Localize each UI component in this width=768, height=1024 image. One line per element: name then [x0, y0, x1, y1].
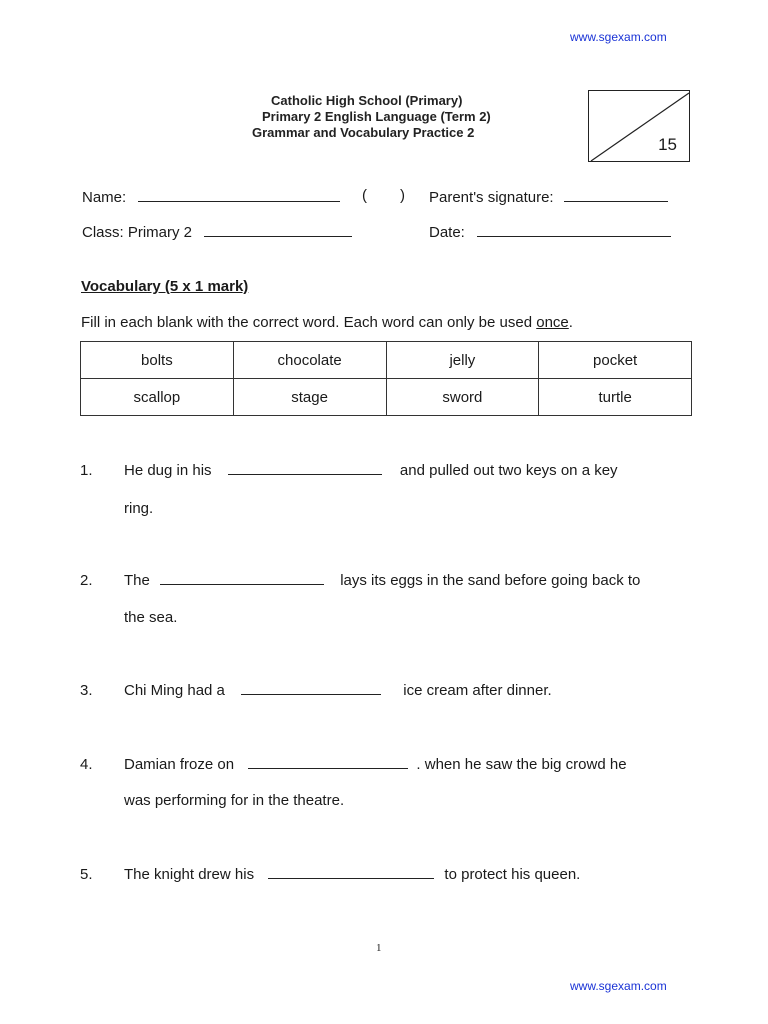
question-4: [124, 756, 627, 773]
date-row: [429, 222, 671, 241]
paper-subject: Primary 2 English Language (Term 2): [262, 109, 491, 124]
instruction-emphasis: once: [536, 314, 569, 331]
question-number: 2.: [80, 572, 93, 589]
word-bank-cell: stage: [233, 379, 386, 416]
answer-blank-5[interactable]: [268, 866, 434, 879]
word-bank-row: [81, 379, 692, 416]
name-row: [82, 187, 340, 206]
question-text: ice cream after dinner.: [403, 682, 552, 699]
question-text: ring.: [124, 500, 154, 517]
question-text: and pulled out two keys on a key: [399, 462, 618, 479]
name-label: Name:: [82, 189, 127, 206]
source-url-top[interactable]: www.sgexam.com: [570, 30, 667, 44]
page-number: 1: [376, 942, 382, 954]
answer-blank-4[interactable]: [248, 756, 408, 769]
class-row: [82, 222, 352, 241]
instruction-end: .: [568, 314, 573, 331]
instruction: [81, 314, 573, 331]
score-total: 15: [658, 135, 677, 154]
word-bank-table: [80, 341, 692, 416]
answer-blank-3[interactable]: [241, 682, 381, 695]
index-paren-close: ): [400, 187, 405, 204]
word-bank-cell: bolts: [81, 342, 234, 379]
class-label: Class: Primary 2: [82, 224, 193, 241]
index-paren-open: (: [362, 187, 367, 204]
word-bank-cell: turtle: [539, 379, 692, 416]
question-text: The: [124, 572, 150, 589]
parent-signature-field[interactable]: [564, 187, 668, 202]
date-label: Date:: [429, 224, 465, 241]
class-field[interactable]: [204, 222, 352, 237]
source-url-bottom[interactable]: www.sgexam.com: [570, 979, 667, 993]
parent-signature-row: [429, 187, 668, 206]
score-box: [588, 90, 690, 162]
question-text: to protect his queen.: [444, 866, 581, 883]
question-text: lays its eggs in the sand before going back to: [340, 572, 641, 589]
question-text: The knight drew his: [124, 866, 255, 883]
question-5: [124, 866, 580, 883]
question-text: the sea.: [124, 609, 178, 626]
word-bank-cell: scallop: [81, 379, 234, 416]
question-text: He dug in his: [124, 462, 212, 479]
section-title: Vocabulary (5 x 1 mark): [81, 278, 249, 295]
question-1: [124, 462, 618, 479]
question-2: [124, 572, 640, 589]
question-text: Chi Ming had a: [124, 682, 225, 699]
question-text: . when he saw the big crowd he: [416, 756, 627, 773]
word-bank-row: [81, 342, 692, 379]
question-3: [124, 682, 552, 699]
question-text: Damian froze on: [124, 756, 235, 773]
question-text: was performing for in the theatre.: [124, 792, 345, 809]
answer-blank-1[interactable]: [228, 462, 382, 475]
school-name: Catholic High School (Primary): [271, 93, 463, 108]
word-bank-cell: chocolate: [233, 342, 386, 379]
question-number: 5.: [80, 866, 93, 883]
paper-title: Grammar and Vocabulary Practice 2: [252, 125, 475, 140]
answer-blank-2[interactable]: [160, 572, 324, 585]
instruction-text: Fill in each blank with the correct word. Each word can only be used: [81, 314, 537, 331]
word-bank-cell: jelly: [386, 342, 539, 379]
parent-signature-label: Parent's signature:: [429, 189, 554, 206]
word-bank-cell: sword: [386, 379, 539, 416]
name-field[interactable]: [138, 187, 340, 202]
question-number: 4.: [80, 756, 93, 773]
word-bank-cell: pocket: [539, 342, 692, 379]
question-number: 1.: [80, 462, 93, 479]
date-field[interactable]: [477, 222, 671, 237]
question-number: 3.: [80, 682, 93, 699]
